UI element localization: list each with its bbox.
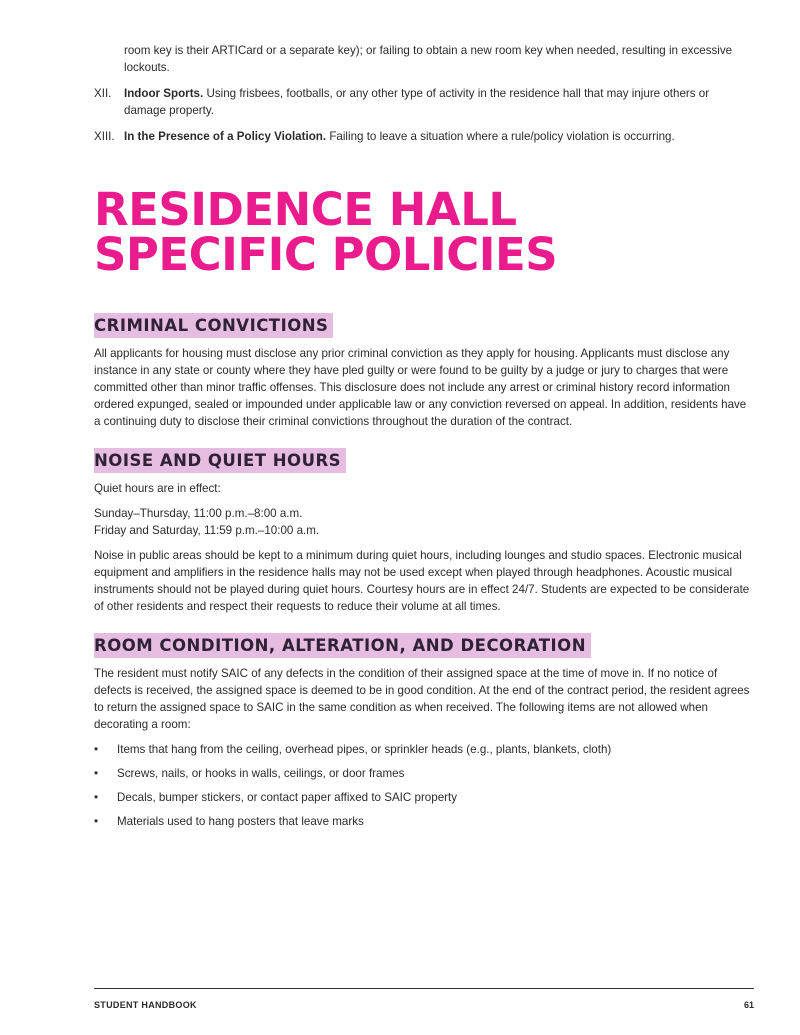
list-item-text: Screws, nails, or hooks in walls, ceilings, or door frames (117, 767, 405, 780)
quiet-hours-schedule (94, 505, 754, 539)
page-number: 61 (743, 1000, 754, 1010)
decoration-rules-list (94, 741, 754, 830)
section-paragraph: All applicants for housing must disclose any prior criminal conviction as they apply for housing. Applicants must disclose any instance in any state or county where they have pled guilty or were found to be guilty by a judge or jury to charges that were committed other than minor traffic offenses. This disclosure does not include any arrest or criminal history record information ordered expunged, sealed or impounded under applicable law or any conviction reversed on appeal. In addition, residents have a continuing duty to disclose their criminal convictions throughout the duration of the contract. (94, 347, 747, 428)
bullet-icon: • (94, 743, 99, 756)
list-item-title: In the Presence of a Policy Violation. (124, 130, 327, 143)
list-item (94, 813, 754, 830)
section-heading: NOISE AND QUIET HOURS (94, 448, 346, 473)
section-criminal-convictions (94, 313, 754, 430)
list-item-text: Materials used to hang posters that leave marks (117, 815, 364, 828)
policy-list-item (94, 85, 754, 119)
list-item (94, 741, 754, 758)
list-item (94, 789, 754, 806)
policy-list-item (94, 128, 754, 145)
footer-title: STUDENT HANDBOOK (94, 1000, 197, 1010)
list-item-text: Using frisbees, footballs, or any other type of activity in the residence hall that may injure others or damage property. (124, 87, 710, 117)
section-heading: ROOM CONDITION, ALTERATION, AND DECORATION (94, 633, 591, 658)
page-title (94, 183, 754, 281)
quiet-hours-weekday: Sunday–Thursday, 11:00 p.m.–8:00 a.m. (94, 507, 303, 520)
list-item (94, 765, 754, 782)
section-room-condition (94, 633, 754, 830)
page-title-line-2: SPECIFIC POLICIES (94, 228, 558, 281)
quiet-hours-weekend: Friday and Saturday, 11:59 p.m.–10:00 a.m. (94, 524, 320, 537)
bullet-icon: • (94, 767, 99, 780)
list-item-text: Failing to leave a situation where a rule/policy violation is occurring. (326, 130, 675, 143)
footer-divider (94, 988, 754, 989)
list-numeral: XII. (94, 87, 112, 100)
bullet-icon: • (94, 815, 99, 828)
list-item-text: Decals, bumper stickers, or contact paper affixed to SAIC property (117, 791, 458, 804)
list-item-body (124, 128, 754, 145)
continuation-text: room key is their ARTICard or a separate key); or failing to obtain a new room key when needed, resulting in excessive lockouts. (124, 44, 733, 74)
list-item-body (124, 85, 754, 119)
quiet-hours-intro: Quiet hours are in effect: (94, 482, 221, 495)
page-title-line-1: RESIDENCE HALL (94, 183, 517, 236)
list-numeral: XIII. (94, 130, 115, 143)
section-heading: CRIMINAL CONVICTIONS (94, 313, 333, 338)
section-noise-quiet-hours (94, 448, 754, 615)
section-paragraph: Noise in public areas should be kept to a minimum during quiet hours, including lounges and studio spaces. Electronic musical equipment and amplifiers in the residence halls may not be used except when played through headphones. Acoustic musical instruments should not be played during quiet hours. Courtesy hours are in effect 24/7. Students are expected to be considerate of other residents and respect their requests to reduce their volume at all times. (94, 549, 750, 613)
page-content (94, 42, 754, 837)
section-paragraph: The resident must notify SAIC of any defects in the condition of their assigned space at the time of move in. If no notice of defects is received, the assigned space is deemed to be in good condition. At the end of the contract period, the resident agrees to return the assigned space to SAIC in the same condition as when received. The following items are not allowed when decorating a room: (94, 667, 750, 731)
list-item-title: Indoor Sports. (124, 87, 204, 100)
list-item-text: Items that hang from the ceiling, overhead pipes, or sprinkler heads (e.g., plants, blankets, cloth) (117, 743, 612, 756)
bullet-icon: • (94, 791, 99, 804)
